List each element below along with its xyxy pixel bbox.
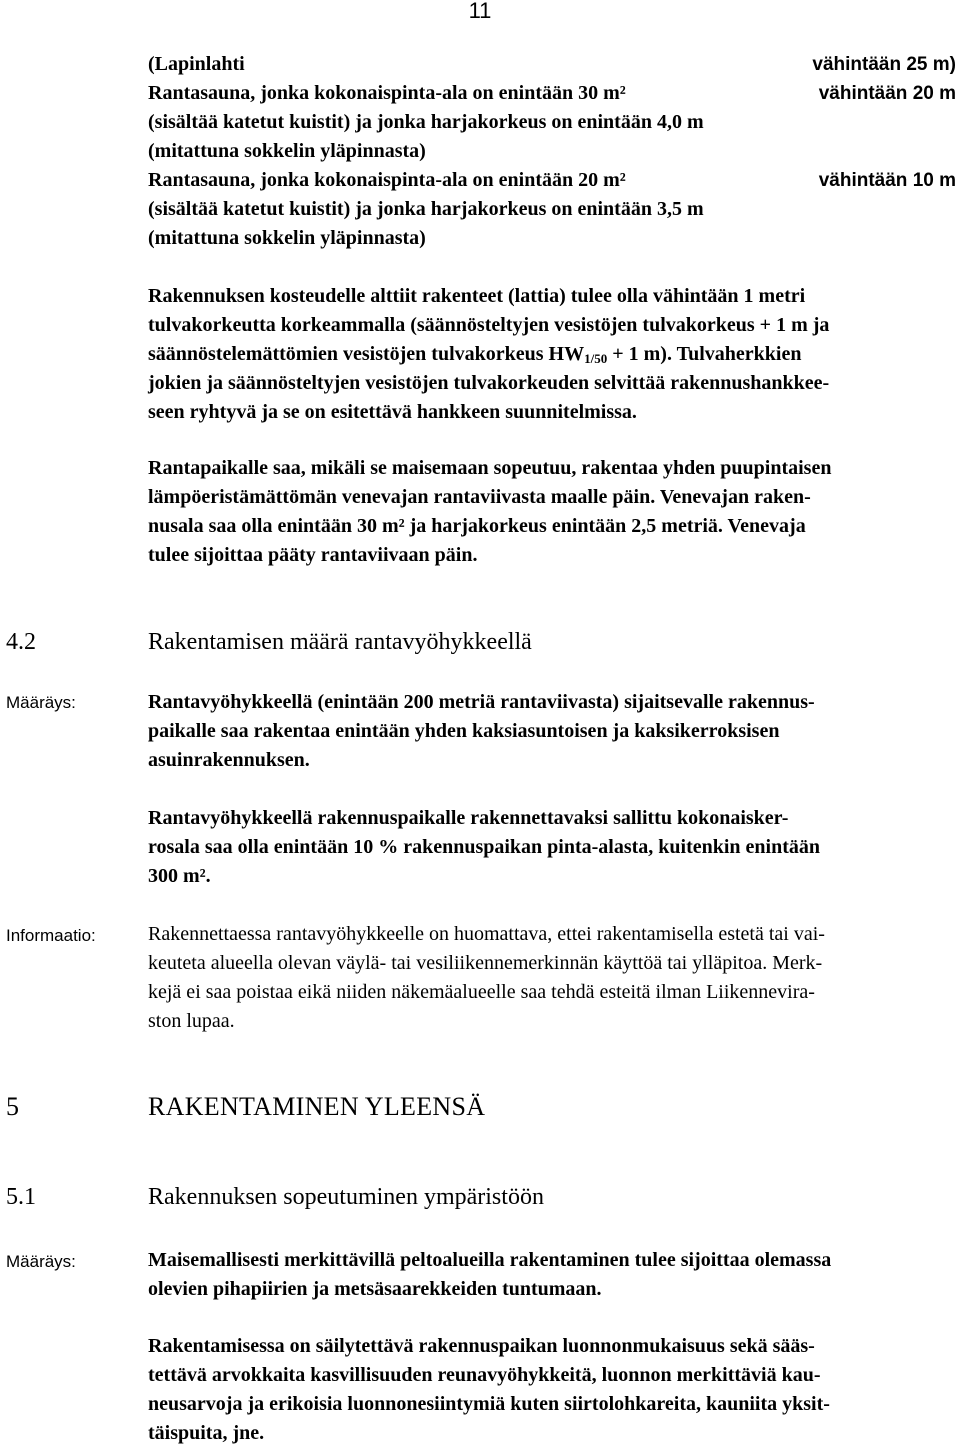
paragraph-line-part: + 1 m). Tulvaherkkien xyxy=(607,343,802,365)
distance-row-text: (sisältää katetut kuistit) ja jonka harjakorkeus on enintään 3,5 m xyxy=(148,198,704,220)
section-title: Rakennuksen sopeutuminen ympäristöön xyxy=(148,1184,544,1210)
distance-requirements xyxy=(148,50,956,253)
section-title: Rakentamisen määrä rantavyöhykkeellä xyxy=(148,629,532,655)
section-number: 4.2 xyxy=(6,629,36,655)
paragraph-line: seen ryhtyvä ja se on esitettävä hankkeen suunnitelmissa. xyxy=(148,401,637,423)
distance-row xyxy=(148,108,956,137)
page-number: 11 xyxy=(468,0,492,23)
distance-row-text: (mitattuna sokkelin yläpinnasta) xyxy=(148,140,426,162)
margin-label-informaatio: Informaatio: xyxy=(6,926,96,945)
paragraph-line xyxy=(148,340,956,369)
regulation-paragraph xyxy=(148,1246,956,1304)
margin-label-maarays: Määräys: xyxy=(6,1252,76,1271)
distance-row xyxy=(148,166,956,195)
paragraph-line: 300 m². xyxy=(148,865,211,887)
paragraph-line: paikalle saa rakentaa enintään yhden kaksiasuntoisen ja kaksikerroksisen xyxy=(148,720,780,742)
paragraph-line: Rantavyöhykkeellä (enintään 200 metriä rantaviivasta) sijaitsevalle rakennus- xyxy=(148,691,815,713)
paragraph-line-part: säännöstelemättömien vesistöjen tulvakorkeus HW xyxy=(148,343,585,365)
distance-row xyxy=(148,79,956,108)
paragraph-line: jokien ja säännösteltyjen vesistöjen tulvakorkeuden selvittää rakennushankkee- xyxy=(148,372,830,394)
section-number: 5.1 xyxy=(6,1184,36,1210)
paragraph-line: Rantapaikalle saa, mikäli se maisemaan sopeutuu, rakentaa yhden puupintaisen xyxy=(148,457,832,479)
distance-row-text: Rantasauna, jonka kokonaispinta-ala on enintään 30 m² xyxy=(148,82,626,104)
paragraph-line: ston lupaa. xyxy=(148,1010,235,1032)
paragraph-line: Rakennuksen kosteudelle alttiit rakenteet (lattia) tulee olla vähintään 1 metri xyxy=(148,285,806,307)
distance-row-value: vähintään 25 m) xyxy=(812,54,956,75)
paragraph-line: lämpöeristämättömän venevajan rantaviivasta maalle päin. Venevajan raken- xyxy=(148,486,811,508)
distance-row-text: (Lapinlahti xyxy=(148,53,245,75)
paragraph-line: asuinrakennuksen. xyxy=(148,749,310,771)
paragraph-line: rosala saa olla enintään 10 % rakennuspaikan pinta-alasta, kuitenkin enintään xyxy=(148,836,821,858)
flood-paragraph xyxy=(148,282,956,427)
regulation-paragraph xyxy=(148,1332,956,1448)
paragraph-line: kejä ei saa poistaa eikä niiden näkemäalueelle saa tehdä esteitä ilman Liikennevira- xyxy=(148,981,815,1003)
paragraph-line: tulvakorkeutta korkeammalla (säännösteltyjen vesistöjen tulvakorkeus + 1 m ja xyxy=(148,314,830,336)
distance-row-value: vähintään 10 m xyxy=(818,170,956,191)
boathouse-paragraph xyxy=(148,454,956,570)
paragraph-line: Rakentamisessa on säilytettävä rakennuspaikan luonnonmukaisuus sekä sääs- xyxy=(148,1335,815,1357)
distance-row-value: vähintään 20 m xyxy=(818,83,956,104)
paragraph-line: tettävä arvokkaita kasvillisuuden reunavyöhykkeitä, luonnon merkittäviä kau- xyxy=(148,1364,821,1386)
margin-label-maarays: Määräys: xyxy=(6,693,76,712)
chapter-number: 5 xyxy=(6,1092,20,1121)
distance-row xyxy=(148,224,956,253)
paragraph-line: Rakennettaessa rantavyöhykkeelle on huomattava, ettei rakentamisella estetä tai vai- xyxy=(148,923,825,945)
chapter-title: RAKENTAMINEN YLEENSÄ xyxy=(148,1092,486,1121)
chapter-heading xyxy=(6,1092,485,1122)
distance-row-text: (mitattuna sokkelin yläpinnasta) xyxy=(148,227,426,249)
paragraph-line: nusala saa olla enintään 30 m² ja harjakorkeus enintään 2,5 metriä. Venevaja xyxy=(148,515,806,537)
regulation-paragraph xyxy=(148,804,956,891)
regulation-paragraph xyxy=(148,688,956,775)
paragraph-line: neusarvoja ja erikoisia luonnonesiintymiä kuten siirtolohkareita, kauniita yksit- xyxy=(148,1393,830,1415)
paragraph-line: keuteta alueella olevan väylä- tai vesiliikennemerkinnän käyttöä tai ylläpitoa. Merk- xyxy=(148,952,823,974)
distance-row-text: Rantasauna, jonka kokonaispinta-ala on enintään 20 m² xyxy=(148,169,626,191)
paragraph-line: tulee sijoittaa pääty rantaviivaan päin. xyxy=(148,544,478,566)
distance-row-text: (sisältää katetut kuistit) ja jonka harjakorkeus on enintään 4,0 m xyxy=(148,111,704,133)
paragraph-line: Maisemallisesti merkittävillä peltoalueilla rakentaminen tulee sijoittaa olemassa xyxy=(148,1249,832,1271)
paragraph-line: täispuita, jne. xyxy=(148,1422,265,1444)
distance-row xyxy=(148,137,956,166)
hw-subscript: 1/50 xyxy=(584,351,608,366)
distance-row xyxy=(148,195,956,224)
paragraph-line: olevien pihapiirien ja metsäsaarekkeiden tuntumaan. xyxy=(148,1278,602,1300)
paragraph-line: Rantavyöhykkeellä rakennuspaikalle rakennettavaksi sallittu kokonaisker- xyxy=(148,807,789,829)
distance-row xyxy=(148,50,956,79)
information-paragraph xyxy=(148,920,956,1036)
